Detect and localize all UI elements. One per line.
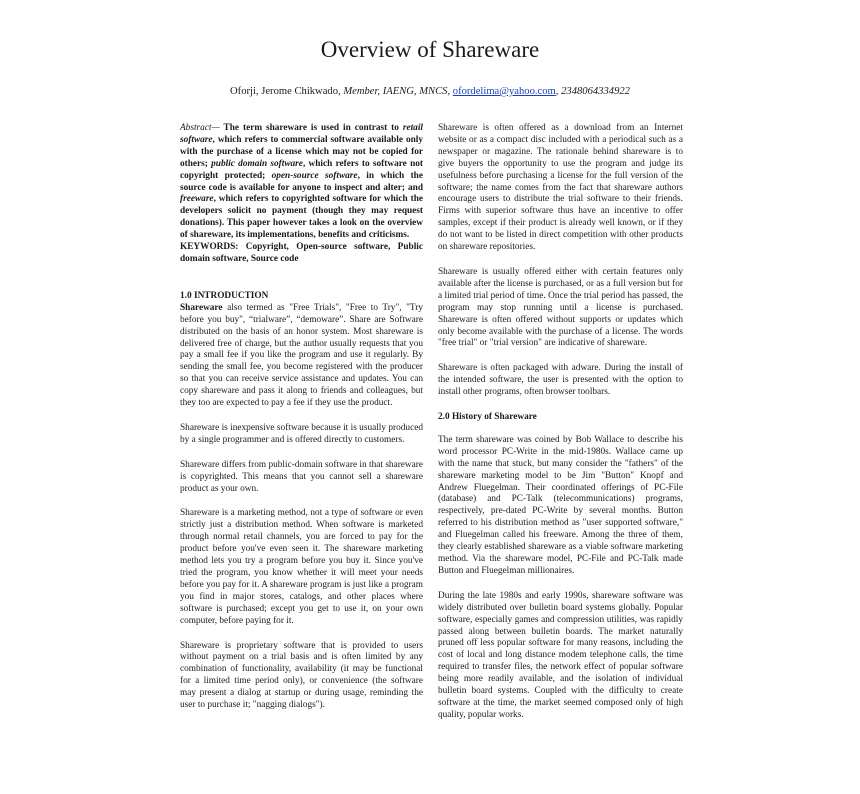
section-heading-history: 2.0 History of Shareware: [438, 412, 537, 423]
paragraph: Shareware is a marketing method, not a type of software or even strictly just a distribution method. When software is marketed through normal retail channels, you are forced to pay for the product before you've even seen it. The shareware marketing method lets you try a program before you buy it. Since you've tried the program, you know whether it will meet your needs before you pay for it. A shareware program is just like a program you find in major stores, catalogs, and other places where software is purchased; except you get to use it, on your own computer, before paying for it.: [180, 508, 423, 626]
section-heading-introduction: 1.0 INTRODUCTION: [180, 290, 269, 301]
paper-title: Overview of Shareware: [320, 37, 540, 62]
abstract: [180, 123, 423, 266]
abstract-lead: Abstract—: [180, 123, 220, 133]
author-phone: , 2348064334922: [555, 86, 630, 97]
author-name: Oforji, Jerome Chikwado,: [230, 86, 344, 97]
paragraph: The term shareware was coined by Bob Wallace to describe his word processor PC-Write in the mid-1980s. Wallace came up with the name that stuck, but many consider the "fathers" of the shareware marketing model to be Jim "Button" Knopf and Andrew Fluegelman. Their coordinated offerings of PC-File (database) and PC-Talk (telecommunications) programs, respectively, pre-dated PC-Write by several months. Button referred to his distribution method as "user supported software," and Fluegelman called his freeware. Among the three of them, they clearly established shareware as a viable software marketing method. Via the shareware model, PC-File and PC-Talk made Button and Fluegelman millionaires.: [438, 434, 683, 576]
paragraph: Shareware is inexpensive software because it is usually produced by a single programmer and is offered directly to customers.: [180, 422, 423, 445]
paragraph: Shareware is proprietary software that is provided to users without payment on a trial basis and is often limited by any combination of functionality, availability (it may be functional for a limited time period only), or convenience (the software may present a dialog at startup or during usage, reminding the user to purchase it; "nagging dialogs").: [180, 640, 423, 711]
abstract-text: , which refers to copyrighted software for which the developers solicit no payment (though they may request donations). This paper however takes a look on the overview of shareware, its implementations, benefits and criticisms.: [180, 194, 423, 241]
abstract-text: , which refers to commercial software available only with the purchase of a license which may not be copied for others;: [180, 134, 423, 169]
abstract-text: , which refers to software not copyright protected;: [180, 158, 423, 181]
abstract-term: public domain software: [211, 158, 303, 169]
paragraph-term: Shareware: [180, 302, 223, 313]
paragraph: Shareware is usually offered either with certain features only available after the license is purchased, or as a full version but for a limited trial period of time. Once the trial period has passed, the program may stop running until a license is purchased. Shareware is often offered without supports or updates which only become available with the purchase of a license. The words "free trial" or "trial version" are indicative of shareware.: [438, 266, 683, 349]
abstract-term: freeware: [180, 194, 214, 205]
paragraph: Shareware is often packaged with adware. During the install of the intended software, the user is presented with the option to install other programs, often browser toolbars.: [438, 363, 683, 398]
abstract-term: retail software: [180, 123, 423, 145]
author-affiliation: Member, IAENG, MNCS,: [343, 86, 453, 97]
paragraph: Shareware is often offered as a download from an Internet website or as a compact disc included with a periodical such as a newspaper or magazine. The rationale behind shareware is to give buyers the opportunity to use the program and judge its usefulness before purchasing a license for the full version of the software; the name comes from the fact that shareware authors encourage users to distribute the trial software to their friends. Firms with superior software thus have an incentive to offer samples, except if their product is already well known, or if they do not want to be listed in direct competition with other products on shareware repositories.: [438, 123, 683, 253]
left-column: [180, 123, 423, 725]
paragraph-text: also termed as "Free Trials", "Free to Try", "Try before you buy", “trialware”, “demoware”. Share are Software distributed on the basis of an honor system. Most shareware is delivered free of charge, but the author usually requests that you pay a small fee if you like the program and use it regularly. By sending the small fee, you become registered with the producer so that you can receive service assistance and updates. You can copy shareware and pass it along to friends and colleagues, but they too are expected to pay a fee if they use the product.: [180, 302, 423, 409]
paragraph: [180, 303, 423, 410]
paragraph: Shareware differs from public-domain software in that shareware is copyrighted. This means that you cannot sell a shareware product as your own.: [180, 459, 423, 494]
author-email-link[interactable]: ofordelima@yahoo.com: [452, 86, 556, 97]
abstract-text: The term shareware is used in contrast to: [219, 123, 403, 133]
right-column: [438, 123, 683, 735]
author-line: [0, 85, 860, 98]
abstract-term: open-source software: [271, 170, 358, 181]
abstract-text: , in which the source code is available for anyone to inspect and alter; and: [180, 170, 423, 193]
keywords: KEYWORDS: Copyright, Open-source software, Public domain software, Source code: [180, 242, 423, 264]
paragraph: During the late 1980s and early 1990s, shareware software was widely distributed over bulletin board systems globally. Popular software, especially games and compression utilities, was rapidly passed along between bulletin boards. The market naturally pruned off less popular software for many reasons, including the cost of local and long distance modem telephone calls, the time required to transfer files, the network effect of popular software being more readily available, and the isolation of individual bulletin board systems. Coupled with the difficulty to create software at the time, the market seemed composed only of high quality, popular works.: [438, 590, 683, 720]
